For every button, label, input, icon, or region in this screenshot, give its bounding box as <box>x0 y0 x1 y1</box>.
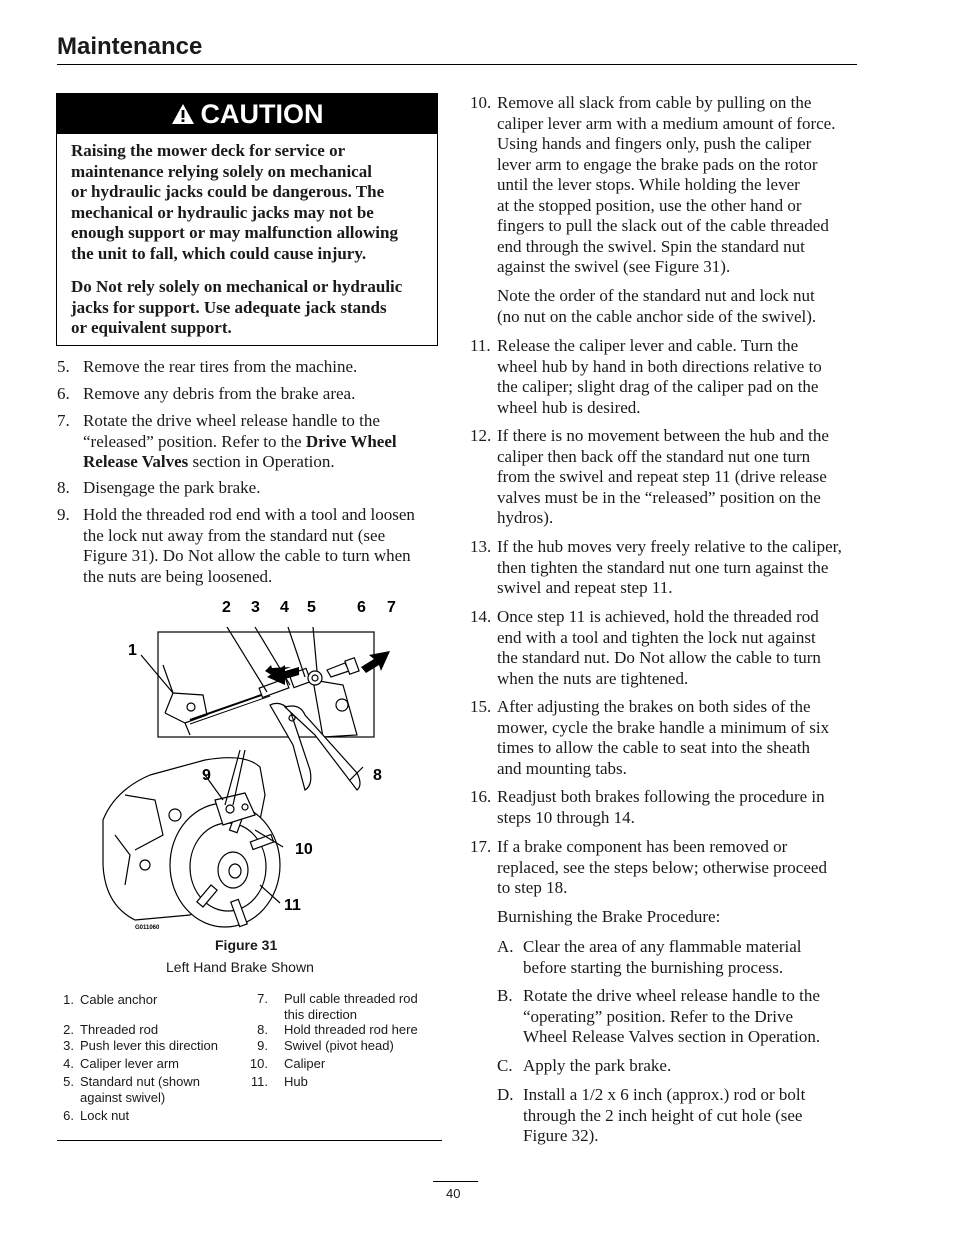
caution-banner <box>57 94 437 134</box>
callout-8: 8 <box>373 767 382 784</box>
section-header: Maintenance <box>57 33 203 60</box>
burnishing-heading: Burnishing the Brake Procedure: <box>497 907 721 926</box>
callout-6: 6 <box>357 599 366 616</box>
step-10-note: Note the order of the standard nut and lock nut (no nut on the cable anchor side of the swivel). <box>497 286 817 326</box>
figure-caption: Left Hand Brake Shown <box>166 959 314 975</box>
figure-code: G011060 <box>135 925 160 931</box>
figure-title: Figure 31 <box>215 937 278 953</box>
callout-5: 5 <box>307 599 316 616</box>
callout-4: 4 <box>280 599 289 616</box>
header-rule <box>57 64 857 65</box>
callout-3: 3 <box>251 599 260 616</box>
callout-7: 7 <box>387 599 396 616</box>
page-number: 40 <box>446 1186 461 1201</box>
caution-box <box>56 93 438 346</box>
warning-triangle-icon <box>171 103 195 125</box>
callout-1: 1 <box>128 642 137 659</box>
callout-2: 2 <box>222 599 231 616</box>
caution-label: CAUTION <box>200 98 324 129</box>
legend-rule <box>57 1140 442 1141</box>
caution-instruction-text: Do Not rely solely on mechanical or hydraulic jacks for support. Use adequate jack stands or equivalent support. <box>71 277 403 337</box>
brake-figure-illustration <box>95 595 425 935</box>
callout-11: 11 <box>284 897 301 914</box>
footer-rule <box>433 1181 478 1182</box>
callout-9: 9 <box>202 767 211 784</box>
callout-10: 10 <box>295 841 313 858</box>
caution-warning-text: Raising the mower deck for service or maintenance relying solely on mechanical or hydraulic jacks could be dangerous. The mechanical or hydraulic jacks may not be enough support or may malfunction allowing the unit to fall, which could cause injury. <box>71 141 398 263</box>
